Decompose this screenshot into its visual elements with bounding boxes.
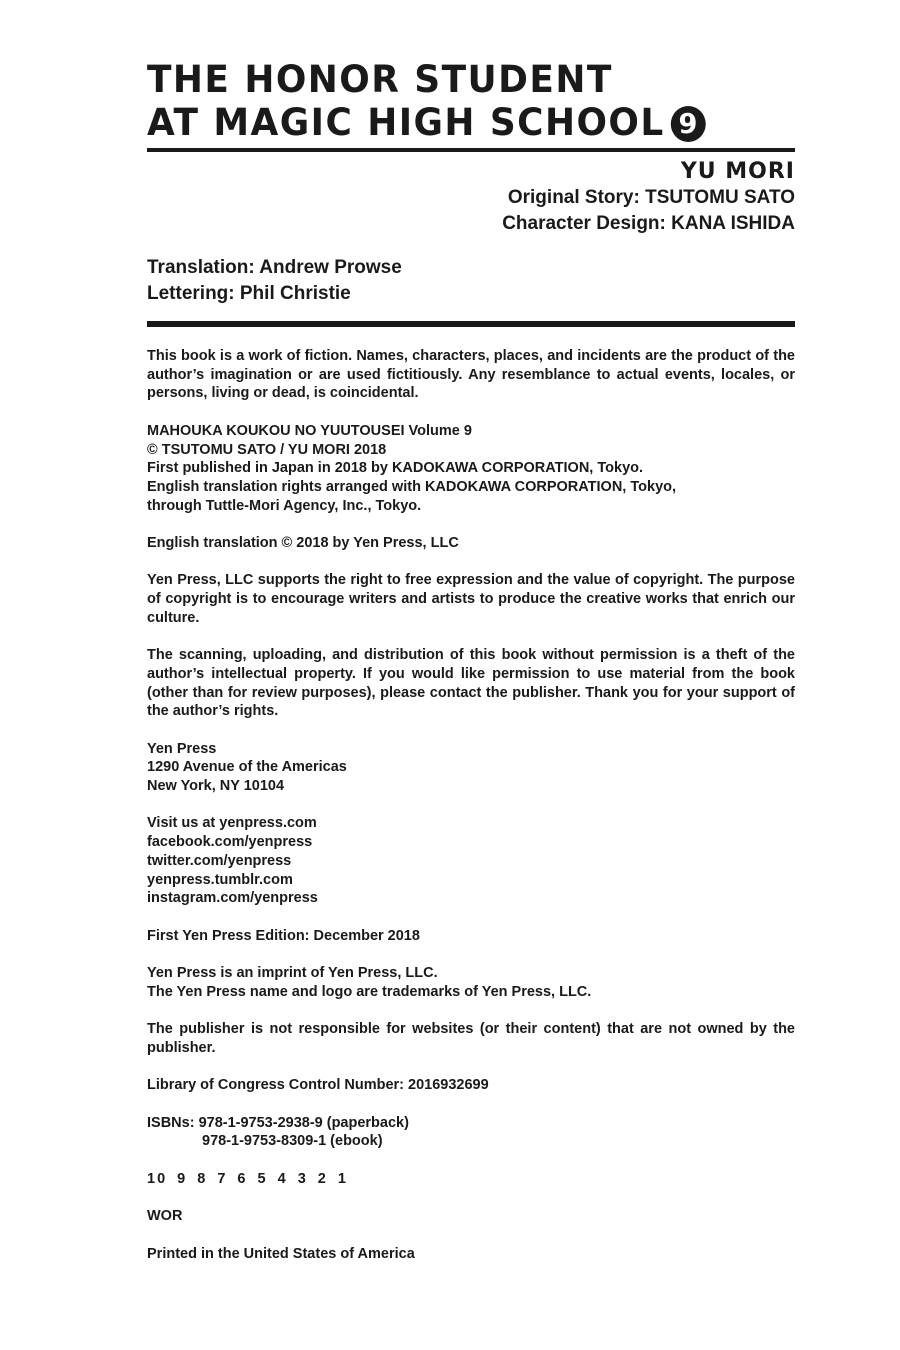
title-line-2-text: AT MAGIC HIGH SCHOOL — [147, 101, 665, 144]
trademark-line: The Yen Press name and logo are trademarks of Yen Press, LLC. — [147, 983, 592, 1000]
imprint-info — [147, 964, 795, 1001]
web-link-instagram: instagram.com/yenpress — [147, 890, 318, 907]
address-city: New York, NY 10104 — [147, 778, 285, 795]
isbn-ebook: 978-1-9753-8309-1 (ebook) — [202, 1133, 383, 1150]
author-credits — [147, 158, 795, 237]
title-line-2 — [147, 101, 776, 144]
lettering-credit: Lettering: Phil Christie — [147, 283, 351, 304]
first-published: First published in Japan in 2018 by KADOKAWA CORPORATION, Tokyo. — [147, 460, 644, 477]
translation-credit: Translation: Andrew Prowse — [147, 257, 402, 278]
legal-text — [147, 347, 795, 1263]
publisher-name: Yen Press — [147, 740, 217, 757]
web-links — [147, 814, 795, 908]
rights-line-1: English translation rights arranged with KADOKAWA CORPORATION, Tokyo, — [147, 478, 677, 495]
book-title — [147, 58, 776, 144]
volume-number-badge: 9 — [671, 106, 706, 142]
title-line-1: THE HONOR STUDENT — [147, 58, 613, 101]
isbn-paperback: ISBNs: 978-1-9753-2938-9 (paperback) — [147, 1114, 409, 1131]
printing-line: 10 9 8 7 6 5 4 3 2 1 — [147, 1170, 348, 1187]
publisher-address — [147, 740, 795, 796]
websites-disclaimer: The publisher is not responsible for websites (or their content) that are not owned by the publisher. — [147, 1021, 795, 1056]
web-link-facebook: facebook.com/yenpress — [147, 834, 313, 851]
original-story-credit: Original Story: TSUTOMU SATO — [507, 187, 795, 208]
isbn-info — [147, 1114, 795, 1151]
english-copyright: English translation © 2018 by Yen Press, LLC — [147, 535, 459, 551]
web-link-tumblr: yenpress.tumblr.com — [147, 871, 293, 888]
edition-line: First Yen Press Edition: December 2018 — [147, 927, 420, 944]
character-design-credit: Character Design: KANA ISHIDA — [502, 213, 795, 234]
staff-credits — [147, 255, 795, 307]
web-link-site: Visit us at yenpress.com — [147, 815, 317, 832]
address-street: 1290 Avenue of the Americas — [147, 759, 347, 776]
scanning-notice: The scanning, uploading, and distribution of this book without permission is a theft of the author’s intellectual property. If you would like permission to use material from the book (other than for review purposes), please contact the publisher. Thank you for your support of the author’s rights. — [147, 647, 795, 720]
original-copyright: © TSUTOMU SATO / YU MORI 2018 — [147, 441, 387, 458]
web-link-twitter: twitter.com/yenpress — [147, 852, 292, 869]
imprint-line: Yen Press is an imprint of Yen Press, LLC. — [147, 965, 438, 982]
printed-in: Printed in the United States of America — [147, 1245, 415, 1262]
author-name: YU MORI — [680, 159, 795, 184]
printer-code: WOR — [147, 1208, 183, 1225]
rights-line-2: through Tuttle-Mori Agency, Inc., Tokyo. — [147, 497, 422, 514]
original-title: MAHOUKA KOUKOU NO YUUTOUSEI Volume 9 — [147, 422, 472, 439]
section-divider — [147, 321, 795, 327]
copyright-page — [147, 58, 795, 1282]
fiction-notice: This book is a work of fiction. Names, characters, places, and incidents are the product of the author’s imagination or are used fictitiously. Any resemblance to actual events, locales, or persons, living or dead, is coincidental. — [147, 348, 795, 402]
lccn: Library of Congress Control Number: 2016932699 — [147, 1077, 489, 1094]
title-divider — [147, 148, 795, 152]
free-expression-notice: Yen Press, LLC supports the right to free expression and the value of copyright. The purpose of copyright is to encourage writers and artists to produce the creative works that enrich our culture. — [147, 572, 795, 626]
publication-info — [147, 422, 795, 516]
